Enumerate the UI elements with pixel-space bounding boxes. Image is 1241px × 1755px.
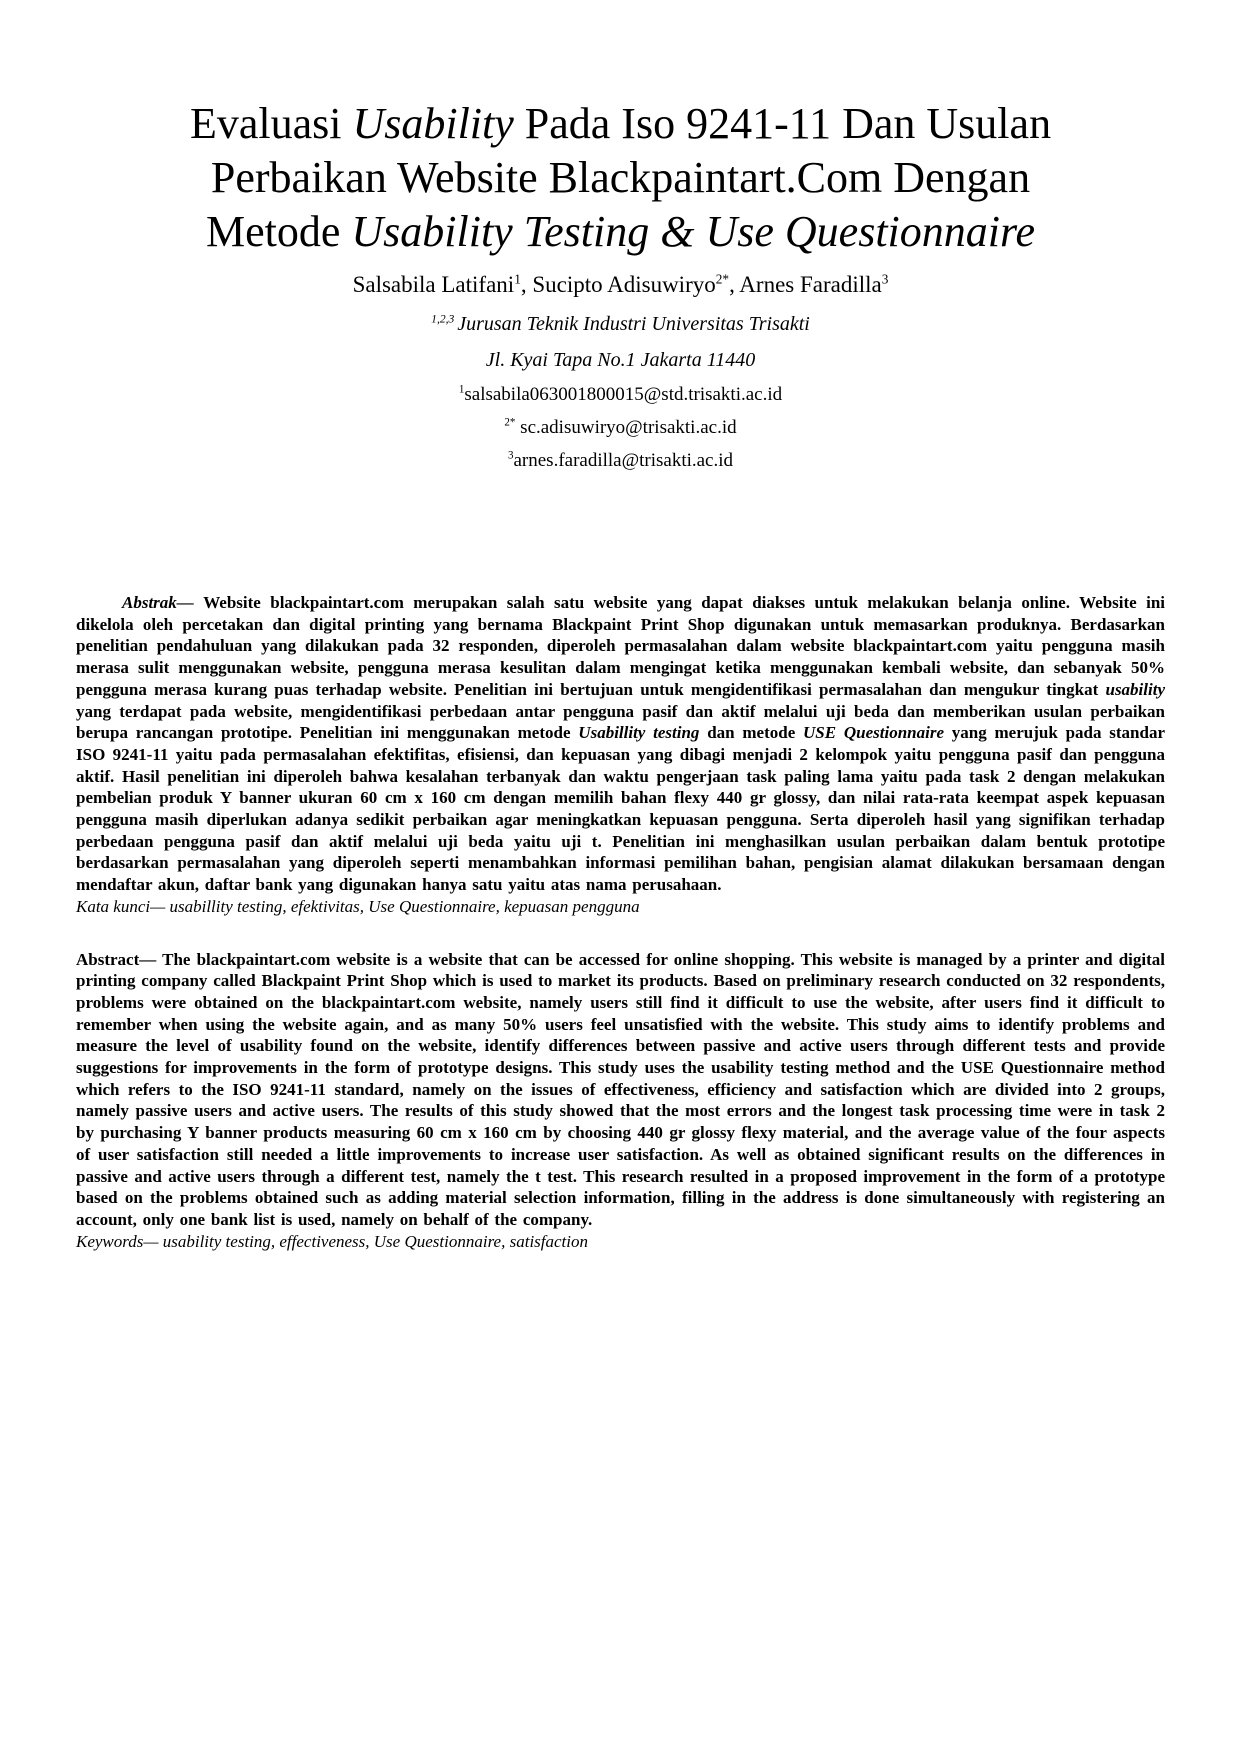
email-author-3: $^3$arnes.faradilla@trisakti.ac.id (507, 449, 734, 471)
paper-title-line-3: Metode Usability Testing & Use Questionnaire (205, 207, 1036, 256)
abstracts-section (76, 592, 1165, 1252)
keywords-en-line: Keywords— usability testing, effectiveness, Use Questionnaire, satisfaction (76, 1231, 588, 1251)
email-author-2: $^{2*}$ sc.adisuwiryo@trisakti.ac.id (504, 416, 737, 438)
abstract-divider-space (76, 918, 1165, 949)
authors-line: Salsabila Latifani$^1$, Sucipto Adisuwiryo$^{2*}$, Arnes Faradilla$^3$ (352, 271, 889, 297)
affiliation-line: $^{1,2,3}$ Jurusan Teknik Industri Universitas Trisakti (431, 312, 810, 335)
email-author-1: $^1$salsabila063001800015@std.trisakti.ac.id (458, 383, 783, 405)
keywords-id-line: Kata kunci— usabillity testing, efektivitas, Use Questionnaire, kepuasan pengguna (76, 896, 640, 916)
address-line: Jl. Kyai Tapa No.1 Jakarta 11440 (485, 349, 756, 371)
abstract-id-paragraph: Abstrak— Website blackpaintart.com merupakan salah satu website yang dapat diakses untuk melakukan belanja online. Website ini dikelola oleh percetakan dan digital printing yang bernama Blackpaint Print Shop digunakan untuk memasarkan produknya. Berdasarkan penelitian pendahuluan yang dilakukan pada 32 responden, diperoleh permasalahan dalam website blackpaintart.com yaitu pengguna masih merasa sulit menggunakan website, pengguna merasa kesulitan dalam mengingat ketika menggunakan kembali website, dan sebanyak 50% pengguna merasa kurang puas terhadap website. Penelitian ini bertujuan untuk mengidentifikasi permasalahan dan mengukur tingkat usability yang terdapat pada website, mengidentifikasi perbedaan antar pengguna pasif dan aktif melalui uji beda dan memberikan usulan perbaikan berupa rancangan prototipe. Penelitian ini menggunakan metode Usabillity testing dan metode USE Questionnaire yang merujuk pada standar ISO 9241-11 yaitu pada permasalahan efektifitas, efisiensi, dan kepuasan yang dibagi menjadi 2 kelompok yaitu pengguna pasif dan pengguna aktif. Hasil penelitian ini diperoleh bahwa kesalahan terbanyak dan waktu pengerjaan task paling lama yaitu pada task 2 dengan melakukan pembelian produk Y banner ukuran 60 cm x 160 cm dengan memilih bahan flexy 440 gr glossy, dan nilai rata-rata keempat aspek kepuasan pengguna masih diperlukan adanya sedikit perbaikan agar meningkatkan kepuasan pengguna. Serta diperoleh hasil yang signifikan terhadap perbedaan pengguna pasif dan aktif melalui uji beda yaitu uji t. Penelitian ini menghasilkan usulan perbaikan dalam bentuk prototipe berdasarkan permasalahan yang diperoleh seperti menambahkan informasi pemilihan bahan, pengisian alamat dilakukan bersamaan dengan mendaftar akun, daftar bank yang digunakan hanya satu yaitu atas nama perusahaan. (76, 593, 1166, 895)
paper-title-line-2: Perbaikan Website Blackpaintart.Com Dengan (210, 153, 1031, 202)
abstract-en-paragraph: Abstract— The blackpaintart.com website is a website that can be accessed for online shopping. This website is managed by a printer and digital printing company called Blackpaint Print Shop which is used to market its products. Based on preliminary research conducted on 32 respondents, problems were obtained on the blackpaintart.com website, namely users still find it difficult to use the website, after users find it difficult to remember when using the website again, and as many 50% users feel unsatisfied with the website. This study aims to identify problems and measure the level of usability found on the website, identify differences between passive and active users through different tests and provide suggestions for improvements in the form of prototype designs. This study uses the usability testing method and the USE Questionnaire method which refers to the ISO 9241-11 standard, namely on the issues of effectiveness, efficiency and satisfaction which are divided into 2 groups, namely passive users and active users. The results of this study showed that the most errors and the longest task processing time were in task 2 by purchasing Y banner products measuring 60 cm x 160 cm by choosing 440 gr glossy flexy material, and the average value of the four aspects of user satisfaction still needed a little improvements to increase user satisfaction. As well as obtained significant results on the differences in passive and active users through a different test, namely the t test. This research resulted in a proposed improvement in the form of a prototype based on the problems obtained such as adding material selection information, filling in the address is done simultaneously with registering an account, only one bank list is used, namely on behalf of the company. (76, 949, 1165, 1229)
paper-title (100, 97, 1141, 259)
paper-title-line-1: Evaluasi Usability Pada Iso 9241-11 Dan Usulan (189, 99, 1052, 148)
